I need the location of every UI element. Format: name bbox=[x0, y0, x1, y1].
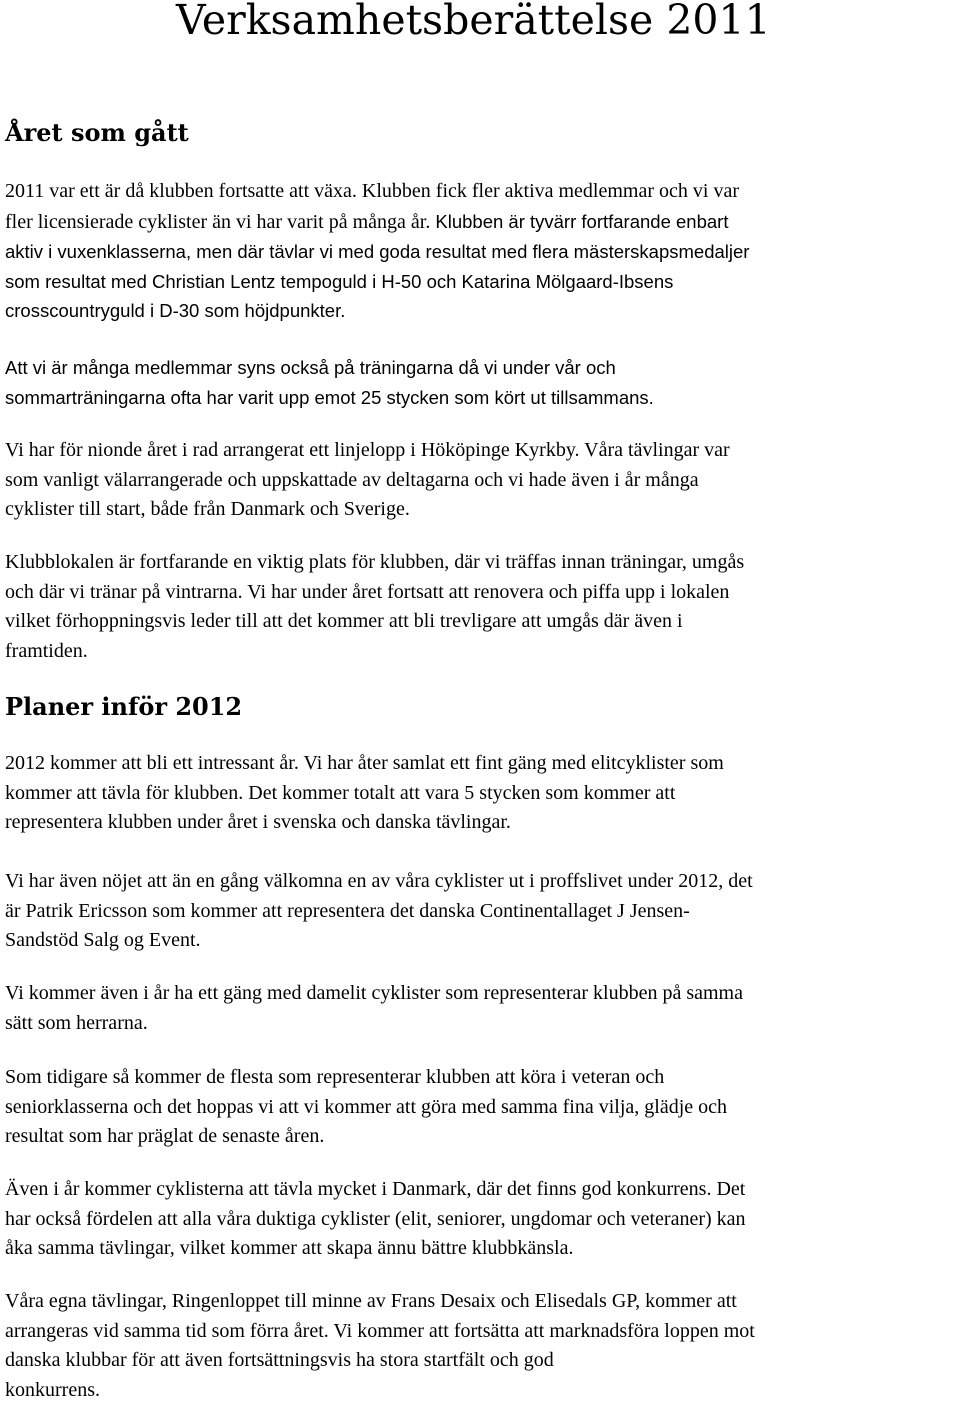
paragraph-race bbox=[5, 436, 960, 525]
text-line: som vanligt välarrangerade och uppskattade av deltagarna och vi hade även i år många bbox=[5, 466, 960, 496]
text-line: arrangeras vid samma tid som förra året. Vi kommer att fortsätta att marknadsföra loppen mot bbox=[5, 1317, 960, 1347]
paragraph-veterans bbox=[5, 1063, 960, 1152]
paragraph-pro bbox=[5, 867, 960, 956]
text-line: Vi har även nöjet att än en gång välkomna en av våra cyklister ut i proffslivet under 2012, det bbox=[5, 867, 960, 897]
text-line: konkurrens. bbox=[5, 1376, 960, 1405]
text-line: aktiv i vuxenklasserna, men där tävlar vi med goda resultat med flera mästerskapsmedaljer bbox=[5, 237, 960, 267]
text-line: åka samma tävlingar, vilket kommer att skapa ännu bättre klubbkänsla. bbox=[5, 1234, 960, 1264]
text-line: är Patrik Ericsson som kommer att representera det danska Continentallaget J Jensen- bbox=[5, 897, 960, 927]
text-line: crosscountryguld i D-30 som höjdpunkter. bbox=[5, 296, 960, 326]
paragraph-women-elite bbox=[5, 979, 960, 1038]
paragraph-elite bbox=[5, 749, 960, 838]
text-line: Klubblokalen är fortfarande en viktig plats för klubben, där vi träffas innan träningar, umgås bbox=[5, 548, 960, 578]
text-line: seniorklasserna och det hoppas vi att vi kommer att göra med samma fina vilja, glädje och bbox=[5, 1093, 960, 1123]
text-line: Sandstöd Salg og Event. bbox=[5, 926, 960, 956]
text-line: och där vi tränar på vintrarna. Vi har under året fortsatt att renovera och piffa upp i lokalen bbox=[5, 578, 960, 608]
text-line: danska klubbar för att även fortsättningsvis ha stora startfält och god bbox=[5, 1346, 960, 1376]
section-heading-year-review: Året som gått bbox=[5, 118, 189, 148]
document-title: Verksamhetsberättelse 2011 bbox=[176, 0, 771, 46]
paragraph-growth bbox=[5, 177, 960, 326]
text-line: Vi kommer även i år ha ett gäng med damelit cyklister som representerar klubben på samma bbox=[5, 979, 960, 1009]
text-line bbox=[5, 207, 960, 238]
text-line: Vi har för nionde året i rad arrangerat ett linjelopp i Hököpinge Kyrkby. Våra tävlingar var bbox=[5, 436, 960, 466]
text-line: 2011 var ett är då klubben fortsatte att växa. Klubben fick fler aktiva medlemmar och vi var bbox=[5, 177, 960, 207]
text-line: cyklister till start, både från Danmark och Sverige. bbox=[5, 495, 960, 525]
text-line: har också fördelen att alla våra duktiga cyklister (elit, seniorer, ungdomar och veteraner) kan bbox=[5, 1205, 960, 1235]
text-line: kommer att tävla för klubben. Det kommer totalt att vara 5 stycken som kommer att bbox=[5, 779, 960, 809]
text-line-head: fler licensierade cyklister än vi har varit på många år. bbox=[5, 211, 435, 233]
text-line: representera klubben under året i svenska och danska tävlingar. bbox=[5, 808, 960, 838]
text-line: 2012 kommer att bli ett intressant år. Vi har åter samlat ett fint gäng med elitcyklister som bbox=[5, 749, 960, 779]
text-line: sommarträningarna ofta har varit upp emot 25 stycken som kört ut tillsammans. bbox=[5, 383, 960, 413]
paragraph-clubhouse bbox=[5, 548, 960, 666]
text-line: framtiden. bbox=[5, 637, 960, 667]
text-line: som resultat med Christian Lentz tempoguld i H-50 och Katarina Mölgaard-Ibsens bbox=[5, 267, 960, 297]
text-line: Även i år kommer cyklisterna att tävla mycket i Danmark, där det finns god konkurrens. Det bbox=[5, 1175, 960, 1205]
text-line: sätt som herrarna. bbox=[5, 1009, 960, 1039]
paragraph-own-races bbox=[5, 1287, 960, 1405]
text-line: Våra egna tävlingar, Ringenloppet till minne av Frans Desaix och Elisedals GP, kommer att bbox=[5, 1287, 960, 1317]
text-line: Att vi är många medlemmar syns också på träningarna då vi under vår och bbox=[5, 353, 960, 383]
paragraph-training bbox=[5, 353, 960, 412]
text-line-tail: Klubben är tyvärr fortfarande enbart bbox=[435, 211, 728, 232]
text-line: vilket förhoppningsvis leder till att det kommer att bli trevligare att umgås där även i bbox=[5, 607, 960, 637]
text-line: resultat som har präglat de senaste åren. bbox=[5, 1122, 960, 1152]
paragraph-denmark bbox=[5, 1175, 960, 1264]
section-heading-plans: Planer inför 2012 bbox=[5, 692, 242, 722]
text-line: Som tidigare så kommer de flesta som representerar klubben att köra i veteran och bbox=[5, 1063, 960, 1093]
